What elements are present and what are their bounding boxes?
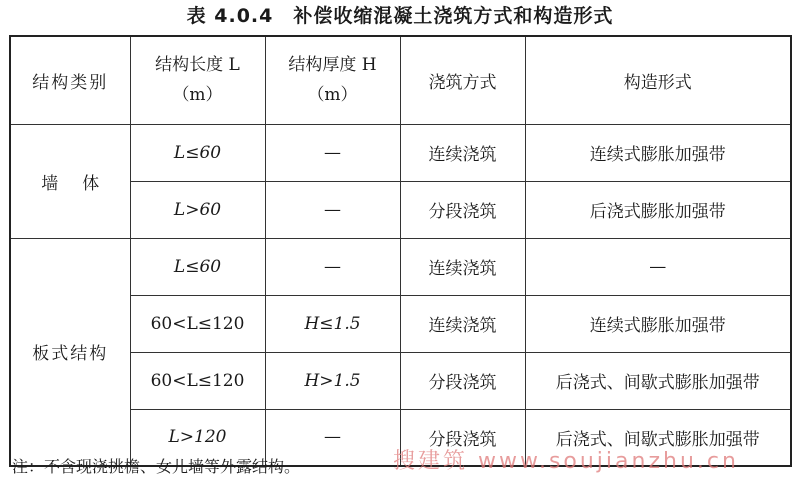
form-cell: 连续式膨胀加强带 [525,295,791,352]
form-cell: — [525,238,791,295]
method-cell: 分段浇筑 [400,409,525,466]
data-table [9,35,792,467]
header-form: 构造形式 [525,36,791,124]
form-cell: 后浇式、间歇式膨胀加强带 [525,352,791,409]
thickness-cell: — [265,181,400,238]
length-cell: 60<L≤120 [130,352,265,409]
length-cell: L>120 [130,409,265,466]
table-row [10,124,791,181]
table-title: 表 4.0.4 补偿收缩混凝土浇筑方式和构造形式 [186,5,614,27]
table-row [10,238,791,295]
method-cell: 分段浇筑 [400,181,525,238]
form-cell: 后浇式膨胀加强带 [525,181,791,238]
length-cell: L≤60 [130,124,265,181]
thickness-cell: — [265,409,400,466]
method-cell: 连续浇筑 [400,124,525,181]
length-cell: 60<L≤120 [130,295,265,352]
watermark: 搜建筑 www.soujianzhu.cn [393,449,739,474]
header-thickness: 结构厚度 H （m） [265,36,400,124]
category-cell: 墙体 [10,124,130,238]
length-cell: L>60 [130,181,265,238]
header-category: 结构类别 [10,36,130,124]
header-length: 结构长度 L （m） [130,36,265,124]
length-cell: L≤60 [130,238,265,295]
form-cell: 后浇式、间歇式膨胀加强带 [525,409,791,466]
form-cell: 连续式膨胀加强带 [525,124,791,181]
thickness-cell: H>1.5 [265,352,400,409]
method-cell: 连续浇筑 [400,238,525,295]
thickness-cell: — [265,238,400,295]
header-row [10,36,791,124]
thickness-cell: H≤1.5 [265,295,400,352]
category-cell: 板式结构 [10,238,130,466]
method-cell: 连续浇筑 [400,295,525,352]
table-note: 注：不含现浇挑檐、女儿墙等外露结构。 [12,457,301,476]
method-cell: 分段浇筑 [400,352,525,409]
thickness-cell: — [265,124,400,181]
header-method: 浇筑方式 [400,36,525,124]
